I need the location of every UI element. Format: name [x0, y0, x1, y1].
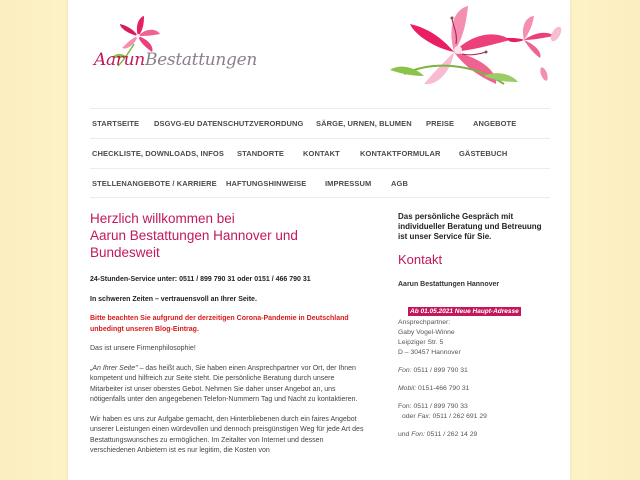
- header-lily-image-icon: [384, 4, 570, 100]
- and-prefix: und: [398, 431, 412, 438]
- fax-line[interactable]: [398, 412, 548, 422]
- page-container: [68, 0, 570, 480]
- corona-notice-link[interactable]: Bitte beachten Sie aufgrund der derzeitigen Corona-Pandemie in Deutschland unbedingt unseren Blog-Eintrag.: [90, 315, 349, 333]
- contact-name: Gaby Vogel-Winne: [398, 329, 455, 336]
- title-line-1: Herzlich willkommen bei: [90, 211, 235, 226]
- fon3-value: 0511 / 262 14 29: [424, 431, 478, 438]
- fon-value: 0511 / 899 790 31: [411, 367, 468, 374]
- page-title: [90, 210, 366, 261]
- nav-item-kontaktformular[interactable]: KONTAKTFORMULAR: [360, 149, 441, 158]
- fon3-label: Fon:: [411, 431, 425, 438]
- title-line-3: Bundesweit: [90, 245, 160, 260]
- tagline: In schweren Zeiten – vertrauensvoll an Ihrer Seite.: [90, 295, 257, 303]
- nav-item-haftungshinweise[interactable]: HAFTUNGSHINWEISE: [226, 179, 307, 188]
- fon3-line[interactable]: [398, 430, 548, 440]
- mobil-line[interactable]: [398, 384, 548, 394]
- nav-item-impressum[interactable]: IMPRESSUM: [325, 179, 372, 188]
- quote-body: – das heißt auch, Sie haben einen Ansprechpartner vor Ort, der Ihnen kompetent und hilfreich zur Seite steht. Die persönliche Beratung durch unsere Mitarbeiter ist unser oberstes Gebot. Nehmen Sie daher unser Angebot an, uns nötigenfalls unter den angegebenen Telefon-Nummern Tag und Nacht zu kontaktieren.: [90, 364, 358, 403]
- sidebar-lead-text: Das persönliche Gespräch mit individueller Beratung und Betreuung ist unser Service für Sie.: [398, 212, 542, 241]
- company-name: Aarun Bestattungen Hannover: [398, 281, 500, 288]
- fon-label: Fon:: [398, 367, 412, 374]
- nav-item-angebote[interactable]: ANGEBOTE: [473, 119, 517, 128]
- brand-wordmark[interactable]: [94, 50, 257, 70]
- nav-item-preise[interactable]: PREISE: [426, 119, 455, 128]
- brand-part2: Bestattungen: [144, 50, 258, 70]
- main-content: [90, 210, 366, 466]
- quote-emphasis: „An Ihrer Seite": [90, 364, 138, 372]
- site-header: [68, 0, 570, 102]
- title-line-2: Aarun Bestattungen Hannover und: [90, 228, 298, 243]
- sidebar-heading-kontakt: Kontakt: [398, 252, 443, 267]
- nav-row-3: [90, 168, 550, 198]
- nav-item-stellenangebote[interactable]: STELLENANGEBOTE / KARRIERE: [92, 179, 217, 188]
- fax-label: Fax:: [417, 413, 431, 420]
- nav-item-agb[interactable]: AGB: [391, 179, 408, 188]
- service-phone-line: 24-Stunden-Service unter: 0511 / 899 790 31 oder 0151 / 466 790 31: [90, 276, 311, 283]
- nav-item-gaestebuch[interactable]: GÄSTEBUCH: [459, 149, 508, 158]
- street-address: Leipziger Str. 5: [398, 339, 444, 346]
- nav-item-kontakt[interactable]: KONTAKT: [303, 149, 340, 158]
- fax-value: 0511 / 262 691 29: [430, 413, 487, 420]
- nav-row-2: [90, 138, 550, 168]
- mobil-value: 0151-466 790 31: [416, 385, 470, 392]
- task-paragraph: Wir haben es uns zur Aufgabe gemacht, den Hinterbliebenen durch ein faires Angebot unserer Leistungen einen würdevollen und dennoch preisgünstigen Weg für jede Art des Bestattungswunsches zu ermöglichen. Im Zeitalter von Internet und dessen verschiedenen Anbietern ist es nur legitim, die Kosten von: [90, 415, 364, 454]
- contact-label: Ansprechpartner:: [398, 319, 451, 326]
- sidebar: [398, 212, 548, 440]
- nav-item-saerge[interactable]: SÄRGE, URNEN, BLUMEN: [316, 119, 412, 128]
- city-address: D – 30457 Hannover: [398, 349, 461, 356]
- mobil-label: Mobil:: [398, 385, 417, 392]
- nav-item-checkliste[interactable]: CHECKLISTE, DOWNLOADS, INFOS: [92, 149, 224, 158]
- new-address-badge: Ab 01.05.2021 Neue Haupt-Adresse: [410, 308, 519, 315]
- philosophy-text: Das ist unsere Firmenphilosophie!: [90, 345, 196, 352]
- nav-item-standorte[interactable]: STANDORTE: [237, 149, 285, 158]
- nav-item-datenschutz[interactable]: DSGVG-EU DATENSCHUTZVERORDUNG: [154, 119, 304, 128]
- main-navigation: [90, 108, 550, 198]
- fon-line[interactable]: [398, 366, 548, 376]
- quote-paragraph: [90, 364, 366, 406]
- fax-prefix: oder: [402, 413, 418, 420]
- brand-part1: Aarun: [94, 50, 145, 70]
- fon2-line[interactable]: Fon: 0511 / 899 790 33: [398, 403, 468, 410]
- nav-item-startseite[interactable]: STARTSEITE: [92, 119, 140, 128]
- nav-row-1: [90, 108, 550, 138]
